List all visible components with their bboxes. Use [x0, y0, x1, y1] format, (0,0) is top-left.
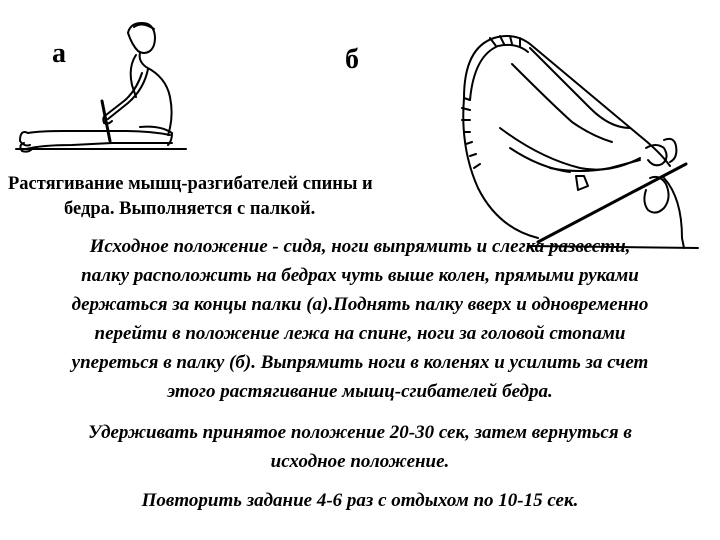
description-line: палку расположить на бедрах чуть выше колен, прямыми руками	[81, 265, 639, 286]
exercise-title	[8, 172, 478, 222]
title-line: бедра. Выполняется с палкой.	[64, 199, 316, 219]
title-line: Растягивание мышц-разгибателей спины и	[8, 174, 373, 194]
description-line: Исходное положение - сидя, ноги выпрямить и слегка развести,	[89, 236, 631, 257]
hold-instruction-line: исходное положение.	[270, 451, 450, 472]
figure-a-seated-illustration	[10, 15, 190, 155]
figure-a-label: а	[52, 38, 66, 69]
description-paragraph	[0, 232, 720, 406]
description-line: этого растягивание мышц-сгибателей бедра.	[167, 381, 553, 402]
repeat-instruction-paragraph	[0, 486, 720, 515]
hold-instruction-paragraph	[0, 418, 720, 476]
description-line: упереться в палку (б). Выпрямить ноги в коленях и усилить за счет	[71, 352, 649, 373]
description-line: держаться за концы палки (а).Поднять палку вверх и одновременно	[71, 294, 649, 315]
repeat-instruction-line: Повторить задание 4-6 раз с отдыхом по 10-15 сек.	[141, 490, 579, 511]
hold-instruction-line: Удерживать принятое положение 20-30 сек, затем вернуться в	[88, 422, 632, 443]
figure-b-label: б	[345, 44, 359, 75]
description-line: перейти в положение лежа на спине, ноги за головой стопами	[94, 323, 626, 344]
